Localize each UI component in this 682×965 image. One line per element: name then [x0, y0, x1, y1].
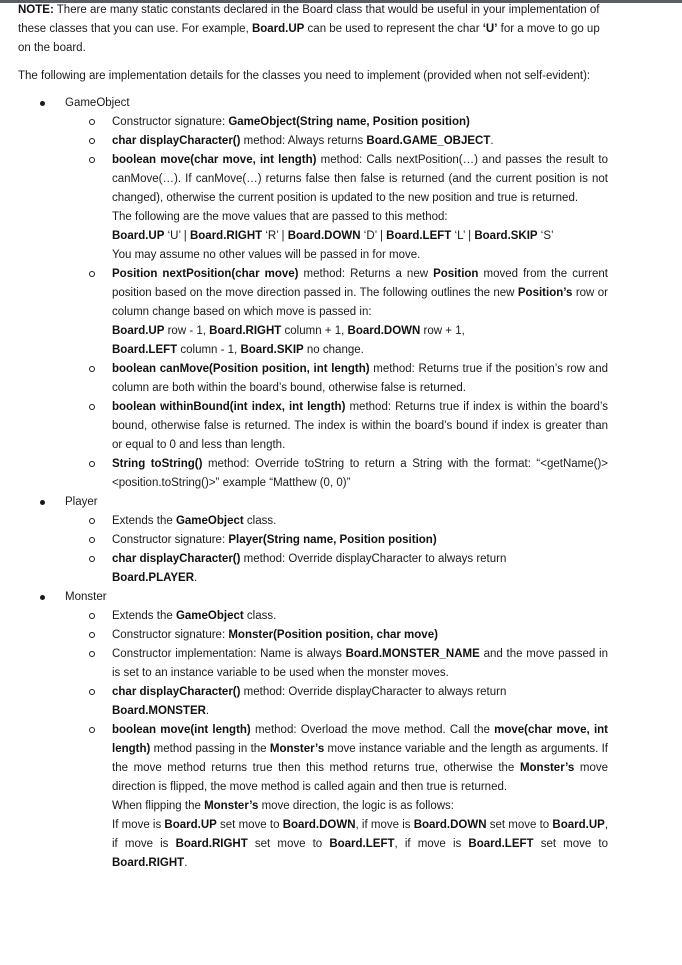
bold-code-text: Board.LEFT — [112, 344, 178, 356]
detail-text: row + 1, — [420, 325, 465, 337]
paragraph-gap — [18, 58, 608, 67]
bold-code-text: boolean withinBound(int index, int length) — [112, 401, 346, 413]
detail-text: moved from the current position based on the move direction passed in. The following outlines the new — [112, 268, 608, 299]
note-text-a: There are many static constants declared in the Board class that would be useful in your implementation of these classes that you can use. For example, — [18, 4, 600, 35]
detail-text: . — [205, 705, 210, 717]
bold-code-text: Board.SKIP — [240, 344, 304, 356]
detail-list — [65, 607, 608, 873]
bold-code-text: GameObject — [175, 515, 244, 527]
detail-text: move direction, the logic is as follows: — [258, 800, 454, 812]
detail-text: , if move is — [394, 838, 469, 850]
class-heading: Monster — [65, 591, 107, 603]
bold-code-text: Board.LEFT — [386, 230, 452, 242]
bold-code-text: Board.MONSTER — [112, 705, 206, 717]
detail-text: method: Override displayCharacter to always return — [240, 553, 507, 565]
bold-code-text: GameObject(String name, Position position) — [228, 116, 470, 128]
bold-code-text: Player(String name, Position position) — [228, 534, 437, 546]
detail-text: method: Calls nextPosition(…) and passes the result to canMove(…). If canMove(…) returns false then false is returned (and the current position is not changed), otherwise the current position is updated to the new position and true is returned. — [112, 154, 609, 204]
detail-text: , if move is — [112, 819, 609, 850]
bold-code-text: Board.UP — [112, 325, 165, 337]
detail-item — [65, 531, 608, 550]
detail-text: You may assume no other values will be passed in for move. — [112, 249, 421, 261]
detail-text: set move to — [216, 819, 283, 831]
note-example-const: Board.UP — [251, 23, 305, 35]
detail-text: Constructor signature: — [112, 629, 229, 641]
detail-text: ‘U’ | — [164, 230, 190, 242]
detail-text: Constructor signature: — [112, 534, 229, 546]
bold-code-text: Board.SKIP — [474, 230, 538, 242]
bold-code-text: Position nextPosition(char move) — [112, 268, 299, 280]
detail-text: . — [184, 857, 188, 869]
bold-code-text: Board.DOWN — [347, 325, 421, 337]
detail-item — [65, 721, 608, 873]
detail-text: set move to — [247, 838, 330, 850]
detail-text: method passing in the — [150, 743, 270, 755]
bold-code-text: Board.DOWN — [413, 819, 487, 831]
bold-code-text: Monster’s — [204, 800, 259, 812]
bold-code-text: Board.LEFT — [468, 838, 534, 850]
detail-item — [65, 512, 608, 531]
bold-code-text: Board.GAME_OBJECT — [366, 135, 491, 147]
detail-item — [65, 626, 608, 645]
detail-text: ‘R’ | — [262, 230, 288, 242]
detail-text: method: Always returns — [240, 135, 367, 147]
bold-code-text: Board.RIGHT — [209, 325, 282, 337]
detail-text: method: Override toString to return a String with the format: “<getName()> <position.toString()>” example “Matthew (0, 0)” — [112, 458, 608, 489]
note-text-b: can be used to represent the char — [304, 23, 483, 35]
bold-code-text: char displayCharacter() — [112, 553, 241, 565]
bold-code-text: Monster’s — [519, 762, 575, 774]
detail-item — [65, 550, 608, 588]
detail-item — [65, 607, 608, 626]
bold-code-text: Monster’s — [269, 743, 325, 755]
document-page — [18, 1, 608, 873]
class-item-gameobject — [18, 94, 608, 493]
detail-text: . — [194, 572, 198, 584]
bold-code-text: Board.PLAYER — [112, 572, 195, 584]
detail-text: method: Returns true if index is within the board’s bound, otherwise false is returned. The index is within the board’s bound if index is greater than or equal to 0 and less than length. — [112, 401, 609, 451]
class-list — [18, 94, 608, 873]
note-example-char: ‘U’ — [482, 23, 498, 35]
detail-text: set move to — [486, 819, 553, 831]
detail-text: Extends the — [112, 610, 176, 622]
bold-code-text: move(char move, int length) — [112, 724, 608, 755]
bold-code-text: Board.RIGHT — [112, 857, 185, 869]
detail-text: ‘D’ | — [360, 230, 387, 242]
detail-text: The following are the move values that are passed to this method: — [112, 211, 448, 223]
detail-text: method: Override displayCharacter to always return — [240, 686, 507, 698]
class-item-monster — [18, 588, 608, 873]
class-item-player — [18, 493, 608, 588]
detail-item — [65, 645, 608, 683]
detail-text: column + 1, — [281, 325, 348, 337]
bold-code-text: Board.RIGHT — [175, 838, 248, 850]
detail-text: method: Returns a new — [298, 268, 434, 280]
class-heading: Player — [65, 496, 98, 508]
bold-code-text: Position — [433, 268, 479, 280]
bold-code-text: Board.DOWN — [282, 819, 356, 831]
bold-code-text: Board.RIGHT — [189, 230, 263, 242]
note-paragraph — [18, 1, 608, 58]
detail-item — [65, 113, 608, 132]
detail-text: class. — [243, 515, 277, 527]
note-text-c: for a move to go up on the board. — [18, 23, 600, 54]
detail-item — [65, 132, 608, 151]
bold-code-text: Board.UP — [112, 230, 165, 242]
detail-item — [65, 151, 608, 265]
detail-list — [65, 512, 608, 588]
class-heading: GameObject — [65, 97, 130, 109]
intro-paragraph: The following are implementation details for the classes you need to implement (provided when not self-evident): — [18, 70, 591, 82]
detail-text: move instance variable and the length as arguments. If the move method returns true then this method returns true, otherwise the — [112, 743, 608, 774]
bold-code-text: char displayCharacter() — [112, 686, 241, 698]
detail-text: set move to — [533, 838, 608, 850]
detail-text: If move is — [112, 819, 165, 831]
detail-text: method: Returns true if the position’s row and column are both within the board’s bound, otherwise false is returned. — [112, 363, 608, 394]
bold-code-text: boolean canMove(Position position, int length) — [112, 363, 370, 375]
bold-code-text: boolean move(int length) — [112, 724, 251, 736]
detail-text: no change. — [303, 344, 364, 356]
bold-code-text: Board.DOWN — [287, 230, 361, 242]
detail-text: . — [490, 135, 494, 147]
bold-code-text: Board.UP — [164, 819, 217, 831]
detail-text: row - 1, — [164, 325, 210, 337]
detail-text: class. — [243, 610, 277, 622]
detail-text: Extends the — [112, 515, 176, 527]
bold-code-text: Position’s — [517, 287, 573, 299]
detail-item — [65, 683, 608, 721]
detail-item — [65, 265, 608, 360]
detail-text: , if move is — [355, 819, 414, 831]
bold-code-text: String toString() — [112, 458, 203, 470]
note-label: NOTE: — [18, 4, 54, 16]
bold-code-text: char displayCharacter() — [112, 135, 241, 147]
detail-text: method: Overload the move method. Call the — [250, 724, 495, 736]
bold-code-text: Monster(Position position, char move) — [228, 629, 438, 641]
detail-text: ‘S’ — [537, 230, 554, 242]
detail-list — [65, 113, 608, 493]
detail-item — [65, 360, 608, 398]
detail-text: row or column change based on which move is passed in: — [112, 287, 608, 318]
detail-text: Constructor implementation: Name is always — [112, 648, 346, 660]
detail-text: move direction is flipped, the move method is called again and then true is returned. — [112, 762, 608, 793]
detail-text: Constructor signature: — [112, 116, 229, 128]
bold-code-text: GameObject — [175, 610, 244, 622]
detail-item — [65, 455, 608, 493]
detail-item — [65, 398, 608, 455]
bold-code-text: Board.LEFT — [329, 838, 395, 850]
bold-code-text: Board.MONSTER_NAME — [345, 648, 480, 660]
detail-text: ‘L’ | — [451, 230, 475, 242]
detail-text: and the move passed in is set to an instance variable to be used when the monster moves. — [112, 648, 608, 679]
detail-text: column - 1, — [177, 344, 241, 356]
bold-code-text: Board.UP — [552, 819, 605, 831]
bold-code-text: boolean move(char move, int length) — [112, 154, 317, 166]
detail-text: When flipping the — [112, 800, 205, 812]
